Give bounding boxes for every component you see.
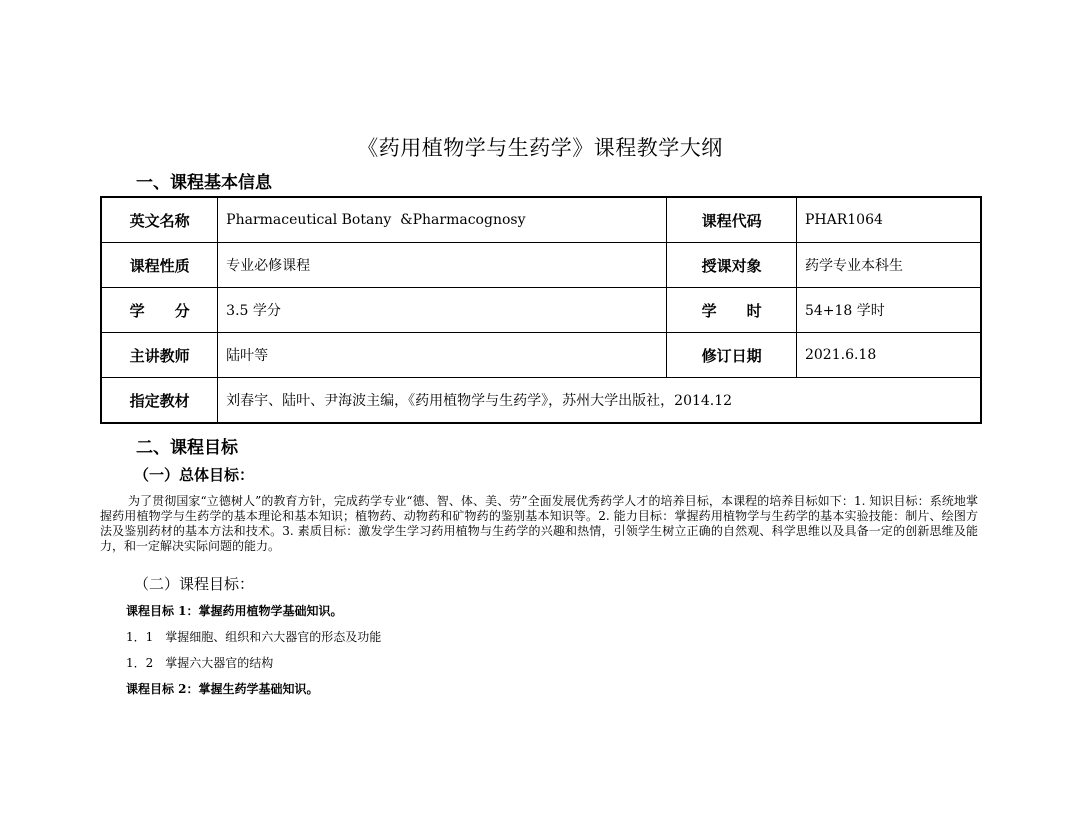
- value-english-name: Pharmaceutical Botany &Pharmacognosy: [218, 197, 667, 243]
- label-course-nature: 课程性质: [101, 243, 218, 288]
- value-course-code: PHAR1064: [796, 197, 981, 243]
- value-instructor: 陆叶等: [218, 333, 667, 378]
- table-row: [101, 288, 981, 333]
- document-title: 《药用植物学与生药学》课程教学大纲: [357, 136, 723, 160]
- overall-goal-heading: （一）总体目标：: [134, 466, 255, 484]
- goal1-item2: 1．2 掌握六大器官的结构: [126, 656, 274, 670]
- goal1-title: 课程目标 1：掌握药用植物学基础知识。: [126, 604, 343, 618]
- section2-heading: 二、课程目标: [136, 438, 238, 458]
- label-revision-date: 修订日期: [667, 333, 797, 378]
- overall-goal-paragraph: 为了贯彻国家“立德树人”的教育方针，完成药学专业“德、智、体、美、劳”全面发展优秀药学人才的培养目标，本课程的培养目标如下：1. 知识目标：系统地掌握药用植物学与生药学的基本理论和基本知识；植物药、动物药和矿物药的鉴别基本知识等。2. 能力目标：掌握药用植物学与生药学的基本实验技能：制片、绘图方法及鉴别药材的基本方法和技术。3. 素质目标：激发学生学习药用植物与生药学的兴趣和热情，引领学生树立正确的自然观、科学思维以及具备一定的创新思维及能力，和一定解决实际问题的能力。: [100, 494, 978, 553]
- label-hours: 学 时: [667, 288, 797, 333]
- value-hours: 54+18 学时: [796, 288, 981, 333]
- goal1-item1: 1．1 掌握细胞、组织和六大器官的形态及功能: [126, 630, 382, 644]
- value-course-nature: 专业必修课程: [218, 243, 667, 288]
- value-textbook: 刘春宇、陆叶、尹海波主编，《药用植物学与生药学》，苏州大学出版社，2014.12: [218, 378, 981, 424]
- label-textbook: 指定教材: [101, 378, 218, 424]
- course-info-table: [100, 196, 982, 424]
- value-revision-date: 2021.6.18: [796, 333, 981, 378]
- section1-heading: 一、课程基本信息: [136, 173, 272, 193]
- label-course-code: 课程代码: [667, 197, 797, 243]
- goal2-title: 课程目标 2：掌握生药学基础知识。: [126, 682, 319, 696]
- value-audience: 药学专业本科生: [796, 243, 981, 288]
- course-goals-heading: （二）课程目标：: [134, 575, 255, 593]
- table-row: [101, 243, 981, 288]
- value-credits: 3.5 学分: [218, 288, 667, 333]
- table-row: [101, 378, 981, 424]
- table-row: [101, 333, 981, 378]
- label-english-name: 英文名称: [101, 197, 218, 243]
- label-audience: 授课对象: [667, 243, 797, 288]
- label-instructor: 主讲教师: [101, 333, 218, 378]
- label-credits: 学 分: [101, 288, 218, 333]
- table-row: [101, 197, 981, 243]
